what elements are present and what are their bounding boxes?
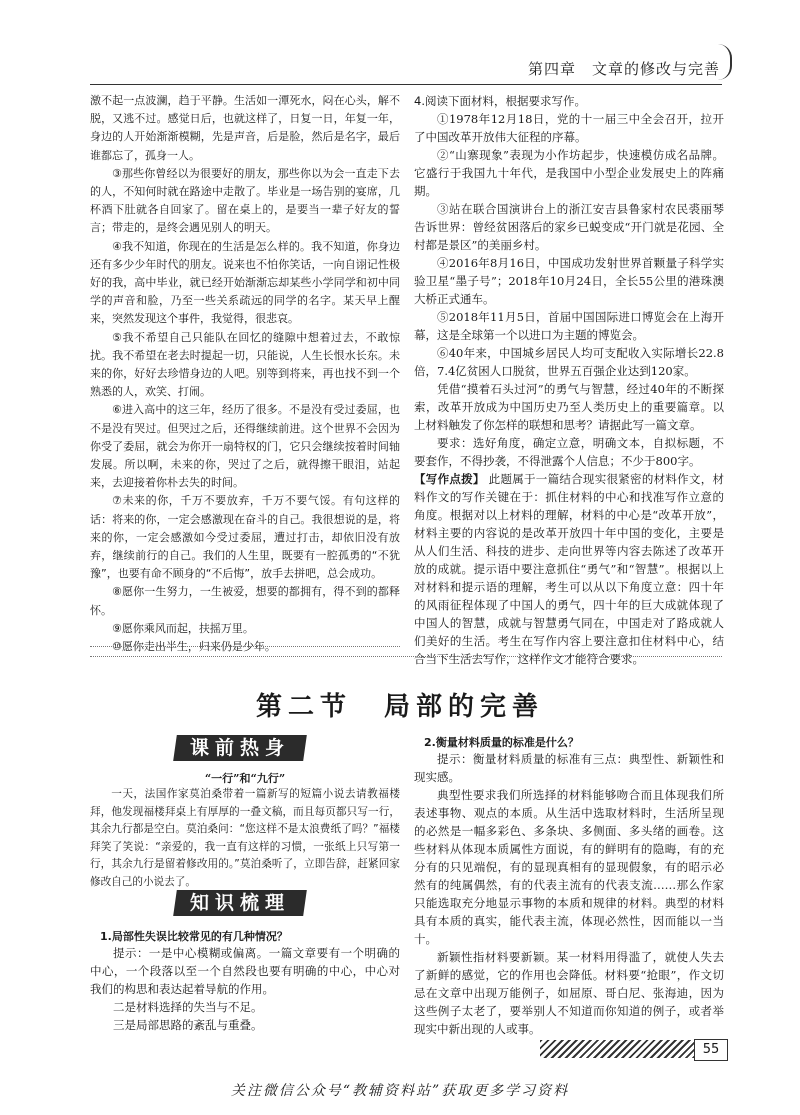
- material-item: ⑤2018年11月5日，首届中国国际进口博览会在上海开幕，这是全球第一个以进口为主题的博览会。: [414, 310, 724, 342]
- task-requirement: 要求：选好角度，确定立意，明确文本，自拟标题，不要套作，不得抄袭，不得泄露个人信息；不少于800字。: [414, 436, 724, 468]
- writing-task: [414, 92, 724, 668]
- paragraph: 典型性要求我们所选择的材料能够吻合而且体现我们所表述事物、观点的本质。从生活中选取材料时，生活所呈现的必然是一幅多彩色、多条块、多侧面、多头绪的画卷。这些材料从体现本质属性方面说，有的鲜明有的隐晦，有的充分有的只见端倪，有的显现真相有的显现假象，有的昭示必然有的纯属偶然，有的代表主流有的代表支流……那么作家只能选取充分地显示事物的本质和规律的材料。典型的材料具有本质的真实，能代表主流，体现必然性，因而能以一当十。: [414, 788, 724, 946]
- paragraph: ⑩愿你走出半生，归来仍是少年。: [112, 640, 276, 654]
- paragraph: 提示：一是中心模糊或偏离。一篇文章要有一个明确的中心，一个段落以至一个自然段也要有明确的中心，中心对我们的构思和表达起着导航的作用。: [90, 946, 400, 996]
- paragraph: ⑨愿你乘风而起，扶摇万里。: [112, 621, 254, 635]
- paragraph: ⑤我不希望自己只能队在回忆的缝隙中想着过去，不敢惊扰。我不希望在老去时提起一切，只能说，人生长恨水长东。未来的你，好好去珍惜身边的人吧。别等到将来，再也找不到一个熟悉的人，欢笑、打闹。: [90, 330, 400, 399]
- material-item: ③站在联合国演讲台上的浙江安吉县鲁家村农民裘丽琴告诉世界：曾经贫困落后的家乡已蜕变成“开门就是花园、全村都是景区”的美丽乡村。: [414, 202, 724, 252]
- task-prompt: 凭借“摸着石头过河”的勇气与智慧，经过40年的不断探索，改革开放成为中国历史乃至人类历史上的重要篇章。以上材料触发了你怎样的联想和思考？请据此写一篇文章。: [414, 382, 724, 432]
- footer-note: 关注微信公众号“教辅资料站”获取更多学习资料: [230, 1083, 570, 1099]
- answer-2: [414, 750, 724, 1038]
- tip-text: 此题属于一篇结合现实很紧密的材料作文，材料作文的写作关键在于：抓住材料的中心和找准写作立意的角度。根据对以上材料的理解，材料的中心是“改革开放”，材料主要的内容说的是改革开放四十年中国的变化，主要是从人们生活、科技的进步、走向世界等内容去陈述了改革开放的成就。提示语中要注意抓住“勇气”和“智慧”。根据以上对材料和提示语的理解，考生可以从以下角度立意：四十年的风雨征程体现了中国人的勇气，四十年的巨大成就体现了中国人的智慧，成就与智慧勇气同在，中国走对了路成就人们美好的生活。考生在写作内容上要注意扣住材料中心，结合当下生活去写作，这样作文才能符合要求。: [414, 472, 725, 666]
- story-text: [90, 786, 400, 891]
- paragraph: ⑧愿你一生努力，一生被爱，想要的都拥有，得不到的都释怀。: [90, 585, 400, 617]
- writing-tip: [414, 470, 724, 668]
- paragraph: 二是材料选择的失当与不足。: [113, 1000, 263, 1014]
- paragraph: ④我不知道，你现在的生活是怎么样的。我不知道，你身边还有多少少年时代的朋友。说来也不怕你笑话，一向自诩记性极好的我，高中毕业，就已经开始渐渐忘却某些小学同学和初中同学的声音和脸，乃至一些关系疏远的同学的名字。某天早上醒来，突然发现这个事件，我觉得，很悲哀。: [90, 239, 400, 326]
- material-item: ④2016年8月16日，中国成功发射世界首颗量子科学实验卫星“墨子号”；2018年10月24日，全长55公里的港珠澳大桥正式通车。: [414, 256, 724, 306]
- material-item: ②“山寨现象”表现为小作坊起步，快速模仿成名品牌。它盛行于我国九十年代，是我国中小型企业发展史上的阵痛期。: [414, 148, 724, 198]
- paragraph: ⑥进入高中的这三年，经历了很多。不是没有受过委屈，也不是没有哭过。但哭过之后，还得继续前进。这个世界不会因为你受了委屈，就会为你开一扇特权的门，它只会继续按着时间轴发展。所以啊，未来的你，哭过了之后，就得擦干眼泪，站起来，去迎接着你朴去失的时间。: [90, 403, 400, 490]
- material-item: ⑥40年来，中国城乡居民人均可支配收入实际增长22.8倍，7.4亿贫困人口脱贫，世界五百强企业达到120家。: [414, 346, 724, 378]
- answer-1: [90, 944, 400, 1034]
- paragraph: 提示：衡量材料质量的标准有三点：典型性、新颖性和现实感。: [414, 752, 724, 784]
- divider: [90, 646, 400, 647]
- paragraph: 新颖性指材料要新颖。某一材料用得滥了，就使人失去了新鲜的感觉，它的作用也会降低。材料要“抢眼”，作文切忌在文章中出现万能例子，如屈原、哥白尼、张海迪，因为这些例子太老了，要举别人不知道而你知道的例子，或者举现实中新出现的人或事。: [414, 950, 724, 1036]
- paragraph: ③那些你曾经以为很要好的朋友，那些你以为会一直走下去的人，不知何时就在路途中走散了。毕业是一场告别的宴席，几杯酒下肚就各自回家了。留在桌上的，是要当一辈子好友的誓言；带走的，是终会遇见别人的明天。: [90, 166, 400, 235]
- question-1: 1.局部性失误比较常见的有几种情况？: [100, 930, 288, 943]
- tip-label: 【写作点拨】: [414, 472, 485, 486]
- knowledge-banner: 知识梳理: [173, 890, 307, 916]
- question-2: 2.衡量材料质量的标准是什么？: [424, 736, 579, 749]
- story-title: “一行”和“九行”: [204, 772, 286, 785]
- section-title: 第二节 局部的完善: [255, 692, 544, 722]
- paragraph: 一天，法国作家莫泊桑带着一篇新写的短篇小说去请教福楼拜，他发现福楼拜桌上有厚厚的一叠文稿，而且每页都只写一行，其余九行都是空白。莫泊桑问：“您这样不是太浪费纸了吗？”福楼拜笑了笑说：“亲爱的，我一直有这样的习惯，一张纸上只写第一行，其余九行是留着修改用的。”莫泊桑听了，立即告辞，赶紧回家修改自己的小说去了。: [90, 788, 400, 888]
- paragraph: 激不起一点波澜，趋于平静。生活如一潭死水，闷在心头，解不脱，又逃不过。感觉日后，也就这样了，日复一日，年复一年，身边的人开始渐渐模糊，先是声音，后是脸，然后是名字，最后谁都忘了，孤身一人。: [90, 94, 400, 162]
- header-rule: [90, 84, 722, 85]
- page-number-stripe: [540, 1040, 720, 1058]
- essay-continuation: [90, 92, 400, 656]
- chapter-header: 第四章 文章的修改与完善: [527, 60, 720, 78]
- material-item: ①1978年12月18日，党的十一届三中全会召开，拉开了中国改革开放伟大征程的序幕。: [414, 112, 724, 144]
- paragraph: ⑦未来的你，千万不要放弃，千万不要气馁。有句这样的话：将来的你，一定会感激现在奋斗的自己。我很想说的是，将来的你，一定会感激如今受过委屈，遭过打击，却依旧没有放弃，继续前行的自己。我们的人生里，既要有一腔孤勇的“不犹豫”，也要有命不顾身的“不后悔”，放手去拼吧，总会成功。: [90, 494, 400, 581]
- page-number: 55: [694, 1039, 728, 1061]
- section-divider: [90, 656, 722, 657]
- warmup-banner: 课前热身: [173, 735, 307, 761]
- task-heading: 4.阅读下面材料，根据要求写作。: [414, 94, 586, 108]
- paragraph: 三是局部思路的紊乱与重叠。: [113, 1018, 263, 1032]
